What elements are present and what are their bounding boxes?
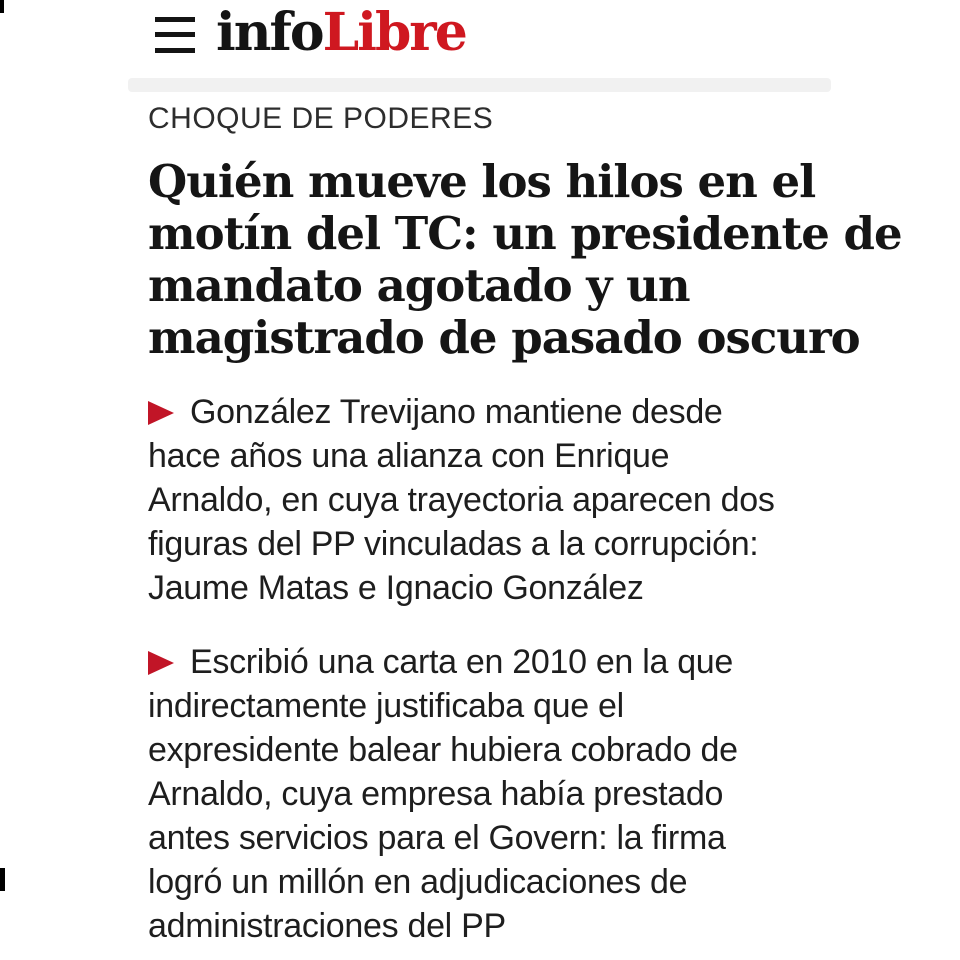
- article-headline: [148, 156, 902, 364]
- hamburger-menu-icon[interactable]: [155, 17, 195, 54]
- headline-line: mandato agotado y un: [148, 259, 690, 312]
- summary-bullet-1: [148, 390, 775, 610]
- capture-edge-artifact: [0, 0, 4, 13]
- hamburger-bar: [155, 48, 195, 53]
- bullet-text: Arnaldo, cuya empresa había prestado: [148, 775, 724, 813]
- section-kicker[interactable]: CHOQUE DE PODERES: [148, 102, 494, 135]
- capture-edge-artifact: [0, 868, 5, 891]
- bullet-text: González Trevijano mantiene desde: [190, 393, 723, 431]
- logo-text-info: info: [216, 2, 323, 63]
- bullet-text: expresidente balear hubiera cobrado de: [148, 731, 738, 769]
- bullet-text: indirectamente justificaba que el: [148, 687, 624, 725]
- red-triangle-right-icon: [148, 401, 174, 425]
- headline-line: Quién mueve los hilos en el: [148, 155, 816, 208]
- red-triangle-right-icon: [148, 651, 174, 675]
- headline-line: motín del TC: un presidente de: [148, 207, 902, 260]
- bullet-text: Arnaldo, en cuya trayectoria aparecen dos: [148, 481, 775, 519]
- hamburger-bar: [155, 17, 195, 22]
- bullet-first-line: [148, 390, 775, 434]
- bullet-text: figuras del PP vinculadas a la corrupción:: [148, 525, 759, 563]
- bullet-text: administraciones del PP: [148, 907, 506, 945]
- bullet-text: hace años una alianza con Enrique: [148, 437, 670, 475]
- hamburger-bar: [155, 32, 195, 37]
- summary-bullet-2: [148, 640, 738, 948]
- bullet-text: Jaume Matas e Ignacio González: [148, 569, 644, 607]
- bullet-text: logró un millón en adjudicaciones de: [148, 863, 688, 901]
- header-divider-band: [128, 78, 831, 92]
- logo-text-libre: Libre: [322, 2, 466, 63]
- bullet-text: Escribió una carta en 2010 en la que: [190, 643, 734, 681]
- site-logo[interactable]: [216, 2, 466, 64]
- bullet-first-line: [148, 640, 738, 684]
- site-header: [0, 0, 960, 78]
- bullet-text: antes servicios para el Govern: la firma: [148, 819, 726, 857]
- headline-line: magistrado de pasado oscuro: [148, 311, 860, 364]
